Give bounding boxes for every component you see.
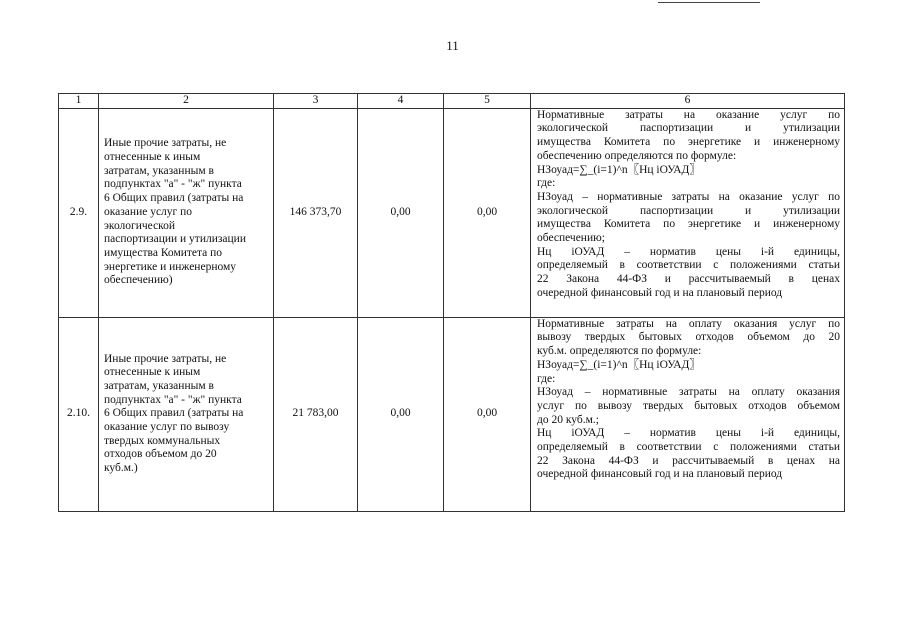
note-line: где: [537,372,556,385]
note-line: куб.м. определяются по формуле: [537,345,702,358]
note-line: Нц iОУАД – норматив цены i-й единицы, [537,427,840,440]
row-description-cell [99,108,274,317]
note-line: обеспечению определяются по формуле: [537,149,737,162]
row-description [104,137,268,288]
row-note [537,318,840,482]
note-line: вывозу твердых бытовых отходов объемом до 20 [537,331,840,344]
note-line: Нормативные затраты на оплату оказания услуг по [537,317,840,330]
note-line: НЗоуад=∑_(i=1)^n〖Нц iОУАД〗 [537,358,701,371]
costs-table [58,93,845,512]
note-line: услуг по вывозу твердых бытовых отходов объемом [537,399,840,412]
header-cell: 5 [444,94,531,109]
value-cell: 0,00 [358,108,444,317]
note-line: НЗоуад=∑_(i=1)^n〖Нц iОУАД〗 [537,163,701,176]
description-line: 6 Общих правил (затраты на [104,192,244,205]
note-line: имущества Комитета по энергетике и инженерному [537,218,840,231]
description-line: 6 Общих правил (затраты на [104,407,244,420]
row-description-cell [99,317,274,511]
description-line: экологической [104,219,176,232]
note-line: 22 Закона 44-ФЗ и рассчитываемый в ценах [537,273,840,286]
description-line: твердых коммунальных [104,434,221,447]
value-cell: 0,00 [358,317,444,511]
description-line: подпунктах "а" - "ж" пункта [104,393,242,406]
row-note [537,109,840,301]
note-line: НЗоуад – нормативные затраты на оказание услуг по [537,190,840,203]
value-cell: 0,00 [444,108,531,317]
header-cell: 6 [531,94,845,109]
note-line: очередной финансовый год и на плановый период [537,468,783,481]
amount-cell: 21 783,00 [274,317,358,511]
note-line: 22 Закона 44-ФЗ и рассчитываемый в ценах на [537,454,840,467]
header-cell: 3 [274,94,358,109]
note-line: где: [537,177,556,190]
description-line: затратам, указанным в [104,164,214,177]
note-line: имущества Комитета по энергетике и инженерному [537,136,840,149]
table-row [59,108,845,317]
note-line: обеспечению; [537,232,605,245]
description-line: энергетике и инженерному [104,260,237,273]
description-line: отнесенные к иным [104,366,201,379]
value-cell: 0,00 [444,317,531,511]
description-line: затратам, указанным в [104,379,214,392]
table-header-row [59,94,845,109]
row-number-cell: 2.10. [59,317,99,511]
row-note-cell [531,317,845,511]
note-line: определяемый в соответствии с положениями статьи [537,259,840,272]
description-line: оказание услуг по [104,205,193,218]
header-cell: 4 [358,94,444,109]
description-line: оказание услуг по вывозу [104,421,230,434]
header-cell: 2 [99,94,274,109]
amount-cell: 146 373,70 [274,108,358,317]
table-row [59,317,845,511]
description-line: обеспечению) [104,274,173,287]
description-line: отходов объемом до 20 [104,448,217,461]
row-number-cell: 2.9. [59,108,99,317]
description-line: Иные прочие затраты, не [104,352,227,365]
row-note-cell [531,108,845,317]
note-line: до 20 куб.м.; [537,413,599,426]
header-cell: 1 [59,94,99,109]
row-description [104,353,268,476]
note-line: очередной финансовый год и на плановый период [537,286,783,299]
description-line: Иные прочие затраты, не [104,137,227,150]
note-line: экологической паспортизации и утилизации [537,204,840,217]
note-line: Нц iОУАД – норматив цены i-й единицы, [537,245,840,258]
note-line: определяемый в соответствии с положениями статьи [537,441,840,454]
page-number: 11 [446,38,459,53]
description-line: паспортизации и утилизации [104,233,246,246]
description-line: отнесенные к иным [104,151,201,164]
description-line: имущества Комитета по [104,246,223,259]
note-line: Нормативные затраты на оказание услуг по [537,108,840,121]
description-line: куб.м.) [104,462,138,475]
description-line: подпунктах "а" - "ж" пункта [104,178,242,191]
note-line: экологической паспортизации и утилизации [537,122,840,135]
top-rule [658,2,760,3]
note-line: НЗоуад – нормативные затраты на оплату оказания [537,386,840,399]
